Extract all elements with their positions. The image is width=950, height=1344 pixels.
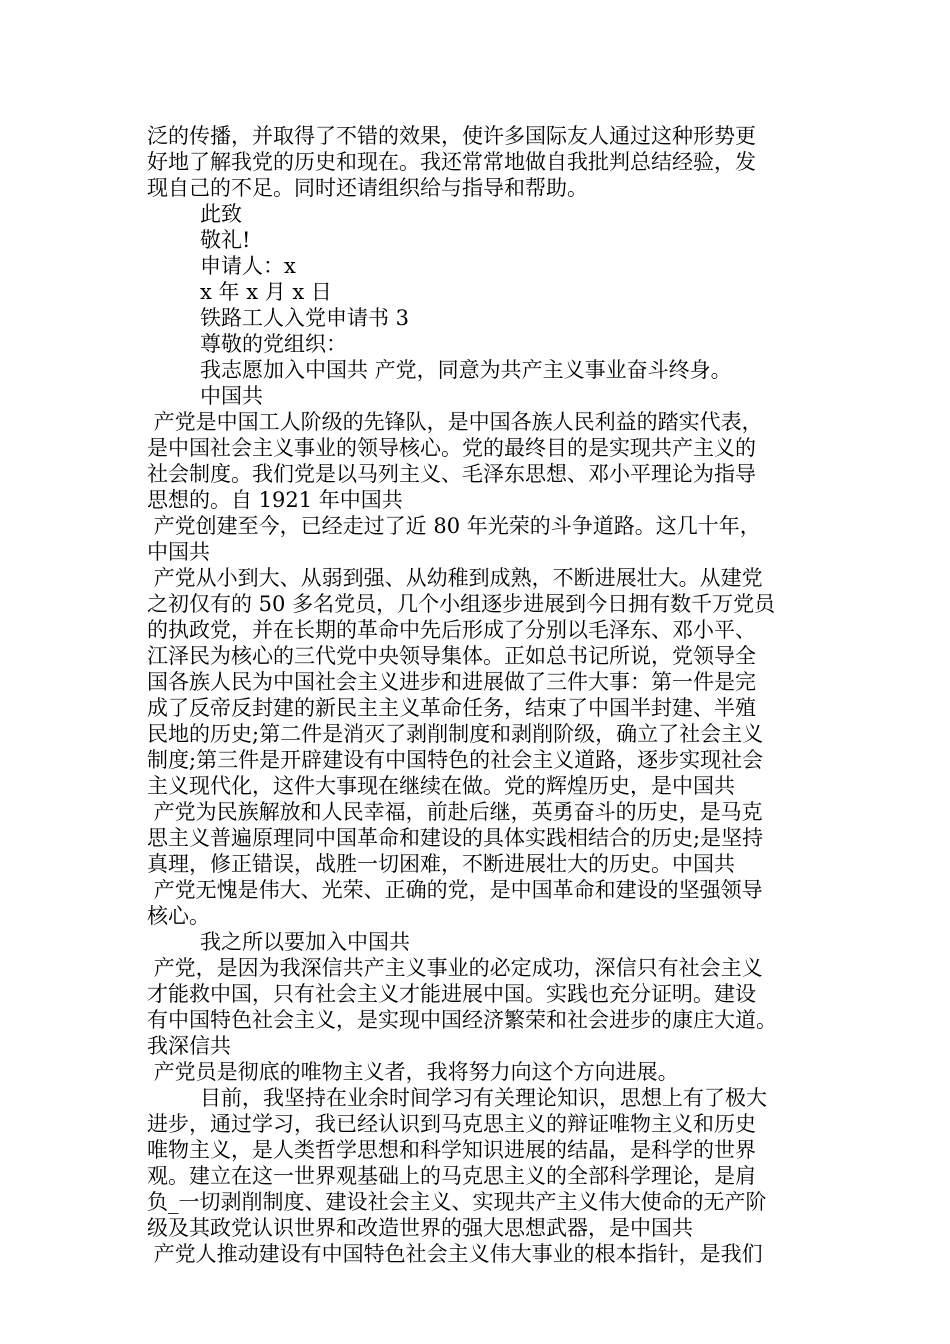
text-line: 进步，通过学习，我已经认识到马克思主义的辩证唯物主义和历史	[147, 1112, 756, 1136]
text-line: 产党员是彻底的唯物主义者，我将努力向这个方向进展。	[147, 1060, 679, 1084]
text-line: 好地了解我党的历史和现在。我还常常地做自我批判总结经验，发	[147, 150, 756, 174]
text-line: 社会制度。我们党是以马列主义、毛泽东思想、邓小平理论为指导	[147, 462, 756, 486]
text-line: 成了反帝反封建的新民主主义革命任务，结束了中国半封建、半殖	[147, 696, 756, 720]
text-line: 我之所以要加入中国共	[200, 930, 410, 954]
text-line: 是中国社会主义事业的领导核心。党的最终目的是实现共产主义的	[147, 436, 756, 460]
text-line: 产党人推动建设有中国特色社会主义伟大事业的根本指针，是我们	[147, 1242, 763, 1266]
text-line: 主义现代化，这件大事现在继续在做。党的辉煌历史，是中国共	[147, 774, 735, 798]
text-line: 我志愿加入中国共 产党，同意为共产主义事业奋斗终身。	[200, 358, 732, 382]
closing-salutation: 此致	[200, 202, 242, 226]
text-line: 核心。	[147, 904, 210, 928]
date-line: x 年 x 月 x 日	[200, 280, 332, 304]
text-line: 我深信共	[147, 1034, 231, 1058]
text-line: 产党为民族解放和人民幸福，前赴后继，英勇奋斗的历史，是马克	[147, 800, 763, 824]
text-line: 产党，是因为我深信共产主义事业的必定成功，深信只有社会主义	[147, 956, 763, 980]
text-line: 国各族人民为中国社会主义进步和进展做了三件大事：第一件是完	[147, 670, 756, 694]
text-line: 泛的传播，并取得了不错的效果，使许多国际友人通过这种形势更	[147, 124, 756, 148]
text-line: 产党创建至今，已经走过了近 80 年光荣的斗争道路。这几十年，	[147, 514, 761, 538]
applicant-line: 申请人：x	[200, 254, 296, 278]
text-line: 有中国特色社会主义，是实现中国经济繁荣和社会进步的康庄大道。	[147, 1008, 777, 1032]
text-line: 江泽民为核心的三代党中央领导集体。正如总书记所说，党领导全	[147, 644, 756, 668]
section-title: 铁路工人入党申请书 3	[200, 306, 410, 330]
greeting: 尊敬的党组织：	[200, 332, 347, 356]
text-line: 负_一切剥削制度、建设社会主义、实现共产主义伟大使命的无产阶	[147, 1190, 767, 1214]
text-line: 产党从小到大、从弱到强、从幼稚到成熟，不断进展壮大。从建党	[147, 566, 763, 590]
text-line: 之初仅有的 50 多名党员，几个小组逐步进展到今日拥有数千万党员	[147, 592, 776, 616]
text-line: 唯物主义，是人类哲学思想和科学知识进展的结晶，是科学的世界	[147, 1138, 756, 1162]
text-line: 民地的历史;第二件是消灭了剥削制度和剥削阶级，确立了社会主义	[147, 722, 764, 746]
text-line: 产党是中国工人阶级的先锋队，是中国各族人民利益的踏实代表，	[147, 410, 763, 434]
text-line: 级及其政党认识世界和改造世界的强大思想武器，是中国共	[147, 1216, 693, 1240]
text-line: 思主义普遍原理同中国革命和建设的具体实践相结合的历史;是坚持	[147, 826, 764, 850]
closing-respect: 敬礼!	[200, 228, 251, 252]
text-line: 制度;第三件是开辟建设有中国特色的社会主义道路，逐步实现社会	[147, 748, 764, 772]
text-line: 真理，修正错误，战胜一切困难，不断进展壮大的历史。中国共	[147, 852, 735, 876]
text-line: 观。建立在这一世界观基础上的马克思主义的全部科学理论，是肩	[147, 1164, 756, 1188]
text-line: 才能救中国，只有社会主义才能进展中国。实践也充分证明。建设	[147, 982, 756, 1006]
text-line: 中国共	[147, 540, 210, 564]
text-line: 现自己的不足。同时还请组织给与指导和帮助。	[147, 176, 588, 200]
text-line: 目前，我坚持在业余时间学习有关理论知识，思想上有了极大	[200, 1086, 767, 1110]
text-line: 中国共	[200, 384, 263, 408]
text-line: 的执政党，并在长期的革命中先后形成了分别以毛泽东、邓小平、	[147, 618, 756, 642]
text-line: 思想的。自 1921 年中国共	[147, 488, 403, 512]
text-line: 产党无愧是伟大、光荣、正确的党，是中国革命和建设的坚强领导	[147, 878, 763, 902]
